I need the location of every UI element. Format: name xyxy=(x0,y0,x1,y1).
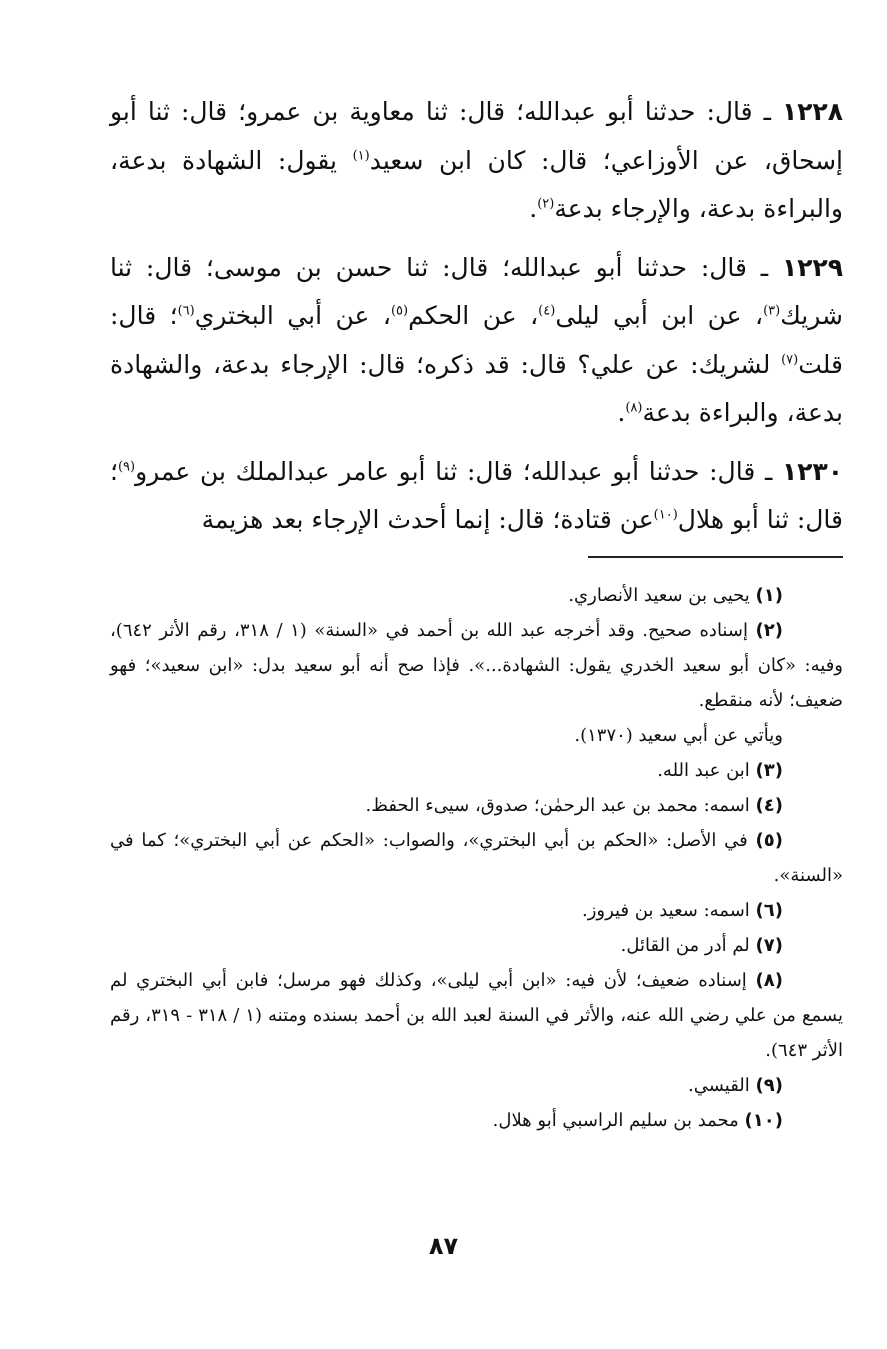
footnote-text: إسناده ضعيف؛ لأن فيه: «ابن أبي ليلى»، وكذلك فهو مرسل؛ فابن أبي البختري لم يسمع من علي رضي الله عنه، والأثر في السنة لعبد الله بن أحمد بسنده ومتنه (١ / ٣١٨ - ٣١٩، رقم الأثر ٦٤٣). xyxy=(110,970,844,1061)
entry-text: عن قتادة؛ قال: إنما أحدث الإرجاء بعد هزيمة xyxy=(201,505,654,534)
footnote-2-continued xyxy=(110,718,843,753)
footnote-8 xyxy=(110,963,843,1068)
footnote-9 xyxy=(110,1068,843,1103)
footnote-number: (٦) xyxy=(755,900,783,921)
footnote-ref[interactable]: (٦) xyxy=(177,303,195,319)
footnote-ref[interactable]: (٢) xyxy=(537,196,555,212)
footnote-number: (١٠) xyxy=(744,1110,783,1131)
footnote-7 xyxy=(110,928,843,963)
footnote-text: ويأتي عن أبي سعيد (١٣٧٠). xyxy=(574,725,783,746)
entry-text: ؛ قال: ثنا أبو هلال xyxy=(110,456,843,534)
footnote-text: في الأصل: «الحكم بن أبي البختري»، والصواب: «الحكم عن أبي البختري»؛ كما في «السنة». xyxy=(110,830,843,886)
entry-text: . xyxy=(529,194,538,223)
footnote-number: (٥) xyxy=(755,830,783,851)
hadith-entry-1229 xyxy=(110,244,843,438)
entry-number: ١٢٢٨ xyxy=(781,97,843,126)
entry-text: ، عن الحكم xyxy=(408,301,539,330)
footnote-separator xyxy=(588,556,843,558)
footnote-number: (٢) xyxy=(755,620,783,641)
footnote-1 xyxy=(110,578,843,613)
entry-text: ، عن ابن أبي ليلى xyxy=(555,301,764,330)
footnotes xyxy=(110,578,843,1138)
footnote-number: (٤) xyxy=(755,795,783,816)
hadith-entry-1230 xyxy=(110,448,843,545)
footnote-text: لم أدر من القائل. xyxy=(620,935,750,956)
entry-text: ـ قال: حدثنا أبو عبدالله؛ قال: ثنا حسن بن موسى؛ قال: ثنا شريك xyxy=(110,252,843,330)
footnote-ref[interactable]: (٣) xyxy=(763,303,781,319)
entry-text: لشريك: عن علي؟ قال: قد ذكره؛ قال: الإرجاء بدعة، والشهادة بدعة، والبراءة بدعة xyxy=(110,349,843,427)
footnote-number: (٩) xyxy=(755,1075,783,1096)
footnote-ref[interactable]: (٧) xyxy=(781,352,799,368)
entry-text: . xyxy=(617,398,626,427)
page-number: ٨٧ xyxy=(428,1232,459,1260)
footnote-ref[interactable]: (١٠) xyxy=(653,507,678,523)
entry-number: ١٢٢٩ xyxy=(781,252,843,282)
footnote-text: القيسي. xyxy=(687,1075,750,1096)
footnote-number: (١) xyxy=(755,585,783,606)
entry-number: ١٢٣٠ xyxy=(781,456,843,486)
footnote-text: اسمه: محمد بن عبد الرحمٰن؛ صدوق، سيىء الحفظ. xyxy=(365,795,750,816)
footnote-3 xyxy=(110,753,843,788)
entry-text: ، عن أبي البختري xyxy=(194,301,391,330)
footnote-6 xyxy=(110,893,843,928)
footnote-4 xyxy=(110,788,843,823)
footnote-number: (٨) xyxy=(755,970,783,991)
footnote-number: (٣) xyxy=(755,760,783,781)
footnote-ref[interactable]: (٤) xyxy=(538,303,556,319)
footnote-2 xyxy=(110,613,843,718)
entry-text: ؛ قال: قلت xyxy=(110,301,843,379)
footnote-text: إسناده صحيح. وقد أخرجه عبد الله بن أحمد في «السنة» (١ / ٣١٨، رقم الأثر ٦٤٢)، وفيه: «كان أبو سعيد الخدري يقول: الشهادة...». فإذا صح أنه أبو سعيد بدل: «ابن سعيد»؛ فهو ضعيف؛ لأنه منقطع. xyxy=(110,620,843,711)
entry-text: ـ قال: حدثنا أبو عبدالله؛ قال: ثنا معاوية بن عمرو؛ قال: ثنا أبو إسحاق، عن الأوزاعي؛ قال: كان ابن سعيد xyxy=(110,97,843,175)
footnote-number: (٧) xyxy=(755,935,783,956)
entry-text: ـ قال: حدثنا أبو عبدالله؛ قال: ثنا أبو عامر عبدالملك بن عمرو xyxy=(135,456,773,486)
footnote-ref[interactable]: (٩) xyxy=(117,459,136,475)
footnote-ref[interactable]: (٥) xyxy=(390,303,409,319)
entry-text: يقول: الشهادة بدعة، والبراءة بدعة، والإرجاء بدعة xyxy=(110,145,843,223)
footnote-5 xyxy=(110,823,843,893)
footnote-text: ابن عبد الله. xyxy=(657,760,750,781)
footnote-text: محمد بن سليم الراسبي أبو هلال. xyxy=(492,1110,739,1131)
hadith-entry-1228 xyxy=(110,88,843,234)
footnote-text: اسمه: سعيد بن فيروز. xyxy=(581,900,750,921)
footnote-text: يحيى بن سعيد الأنصاري. xyxy=(568,585,750,606)
footnote-ref[interactable]: (١) xyxy=(352,148,370,164)
footnote-10 xyxy=(110,1103,843,1138)
main-text xyxy=(110,88,843,555)
footnote-ref[interactable]: (٨) xyxy=(625,400,643,416)
